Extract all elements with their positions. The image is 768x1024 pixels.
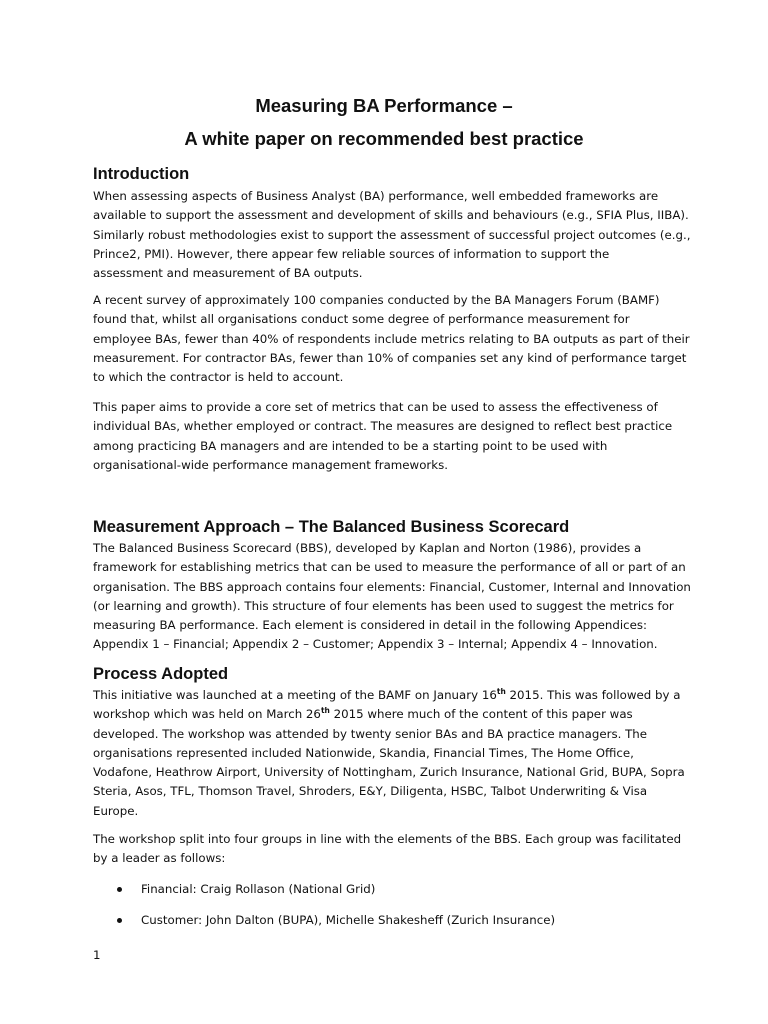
text-run: This initiative was launched at a meeting of the BAMF on January 16	[93, 688, 497, 702]
text-line: measurement. For contractor BAs, fewer than 10% of companies set any kind of performance target	[93, 350, 687, 365]
text-line: organisations represented included Nationwide, Skandia, Financial Times, The Home Office,	[93, 745, 634, 760]
ordinal-suffix: th	[320, 706, 330, 716]
text-line: Appendix 1 – Financial; Appendix 2 – Customer; Appendix 3 – Internal; Appendix 4 – Innovation.	[93, 637, 658, 652]
text-line: measuring BA performance. Each element is considered in detail in the following Appendices:	[93, 618, 648, 633]
text-line: available to support the assessment and development of skills and behaviours (e.g., SFIA Plus, IIBA).	[93, 208, 689, 223]
bullet-icon	[117, 918, 122, 923]
facilitator-list	[93, 880, 693, 899]
section-heading-process-adopted: Process Adopted	[93, 665, 229, 683]
text-line: Similarly robust methodologies exist to support the assessment of successful project outcomes (e.g.,	[93, 227, 691, 242]
text-line: This paper aims to provide a core set of metrics that can be used to assess the effectiveness of	[93, 400, 658, 414]
text-line: developed. The workshop was attended by twenty senior BAs and BA practice managers. The	[93, 726, 648, 741]
text-line: by a leader as follows:	[93, 851, 226, 866]
section-heading-measurement-approach: Measurement Approach – The Balanced Business Scorecard	[93, 518, 570, 536]
text-run: 2015 where much of the content of this paper was	[329, 707, 633, 722]
text-line: among practicing BA managers and are intended to be a starting point to be used with	[93, 438, 608, 453]
text-line: to which the contractor is held to account.	[93, 370, 344, 385]
ordinal-suffix: th	[496, 687, 506, 696]
text-line	[93, 686, 683, 705]
process-paragraph-1	[93, 686, 683, 821]
text-line: When assessing aspects of Business Analyst (BA) performance, well embedded frameworks are	[93, 189, 659, 203]
text-run: 2015. This was followed by a	[505, 688, 681, 702]
list-item	[93, 880, 693, 899]
text-line: The workshop split into four groups in line with the elements of the BBS. Each group was facilitated	[93, 832, 682, 846]
page-number: 1	[93, 948, 101, 962]
text-line: organisational-wide performance management frameworks.	[93, 457, 448, 472]
process-paragraph-2	[93, 830, 683, 869]
text-line: individual BAs, whether employed or contract. The measures are designed to reflect best practice	[93, 419, 673, 434]
bullet-icon	[117, 887, 122, 892]
text-line: The Balanced Business Scorecard (BBS), developed by Kaplan and Norton (1986), provides a	[93, 541, 642, 555]
introduction-paragraph-3	[93, 398, 683, 475]
text-line: A recent survey of approximately 100 companies conducted by the BA Managers Forum (BAMF)	[93, 293, 660, 307]
text-line: (or learning and growth). This structure of four elements has been used to suggest the metrics for	[93, 598, 674, 613]
text-line: framework for establishing metrics that can be used to measure the performance of all or part of an	[93, 560, 686, 575]
introduction-paragraph-2	[93, 291, 690, 387]
text-line: Vodafone, Heathrow Airport, University of Nottingham, Zurich Insurance, National Grid, BUPA, Sopra	[93, 765, 685, 780]
document-subtitle: A white paper on recommended best practice	[184, 128, 584, 149]
section-heading-introduction: Introduction	[93, 165, 190, 183]
text-line: found that, whilst all organisations conduct some degree of performance measurement for	[93, 312, 630, 327]
introduction-paragraph-1	[93, 187, 691, 283]
document-title: Measuring BA Performance –	[255, 95, 513, 116]
text-line: Prince2, PMI). However, there appear few reliable sources of information to support the	[93, 246, 610, 261]
list-item-text: Financial: Craig Rollason (National Grid)	[141, 882, 376, 896]
text-line: Steria, Asos, TFL, Thomson Travel, Shroders, E&Y, Diligenta, HSBC, Talbot Underwriting & Visa	[93, 784, 648, 799]
list-item	[93, 911, 693, 930]
text-line: assessment and measurement of BA outputs.	[93, 266, 363, 281]
text-line	[93, 705, 683, 724]
text-run: workshop which was held on March 26	[93, 707, 321, 722]
list-item-text: Customer: John Dalton (BUPA), Michelle Shakesheff (Zurich Insurance)	[141, 913, 556, 927]
text-line: organisation. The BBS approach contains four elements: Financial, Customer, Internal and Innovation	[93, 579, 691, 594]
measurement-paragraph-1	[93, 539, 691, 655]
text-line: employee BAs, fewer than 40% of respondents include metrics relating to BA outputs as part of their	[93, 331, 690, 346]
text-line: Europe.	[93, 803, 139, 818]
facilitator-list-continued	[93, 911, 693, 930]
